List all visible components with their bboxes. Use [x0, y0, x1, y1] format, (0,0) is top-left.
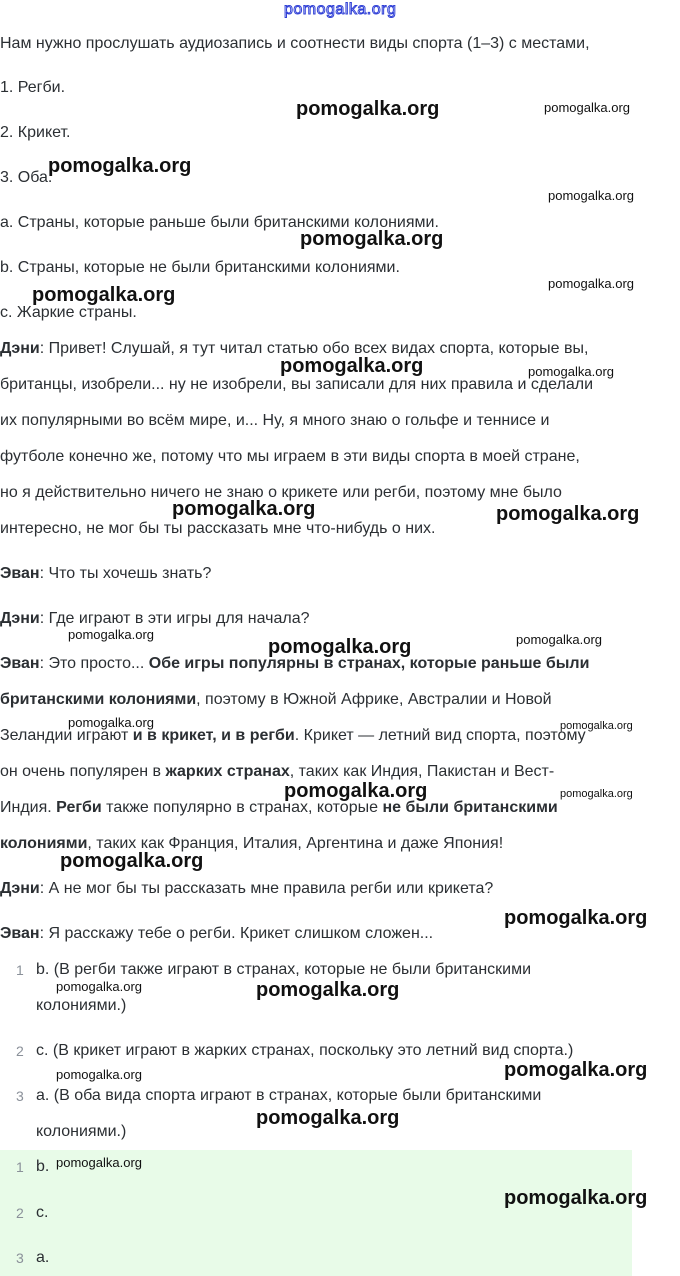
sport-item: 2. Крикет. [0, 124, 71, 141]
place-item: a. Страны, которые раньше были британскими колониями. [0, 214, 439, 231]
place-item: c. Жаркие страны. [0, 304, 137, 321]
watermark: pomogalka.org [516, 632, 602, 647]
speaker-name: Эван [0, 655, 40, 672]
watermark: pomogalka.org [560, 720, 633, 732]
speaker-name: Дэни [0, 340, 40, 357]
sport-item: 1. Регби. [0, 79, 66, 96]
watermark: pomogalka.org [32, 284, 176, 306]
watermark: pomogalka.org [256, 979, 400, 1001]
answer-text: a. (В оба вида спорта играют в странах, которые были британскими [36, 1087, 542, 1104]
watermark: pomogalka.org [268, 636, 412, 658]
dialogue-line: но я действительно ничего не знаю о крикете или регби, поэтому мне было [0, 484, 562, 501]
dialogue-line: Эван: Что ты хочешь знать? [0, 565, 212, 582]
speaker-name: Эван [0, 925, 40, 942]
answer-text: колониями.) [36, 997, 127, 1014]
answer-number: 1 [16, 1159, 24, 1175]
watermark: pomogalka.org [68, 715, 154, 730]
watermark: pomogalka.org [296, 98, 440, 120]
sport-item: 3. Оба. [0, 169, 53, 186]
watermark: pomogalka.org [56, 979, 142, 994]
watermark: pomogalka.org [48, 155, 192, 177]
answer-text: c. [36, 1204, 49, 1221]
dialogue-line: Зеландии играют и в крикет, и в регби. Крикет — летний вид спорта, поэтому [0, 727, 586, 744]
watermark: pomogalka.org [528, 364, 614, 379]
watermark: pomogalka.org [504, 1187, 648, 1209]
answer-number: 2 [16, 1043, 24, 1059]
answer-text: a. [36, 1249, 50, 1266]
answer-number: 3 [16, 1250, 24, 1266]
answer-number: 2 [16, 1205, 24, 1221]
dialogue-line: британскими колониями, поэтому в Южной Африке, Австралии и Новой [0, 691, 552, 708]
watermark: pomogalka.org [548, 276, 634, 291]
dialogue-line: Дэни: А не мог бы ты рассказать мне правила регби или крикета? [0, 880, 494, 897]
watermark: pomogalka.org [300, 228, 444, 250]
dialogue-line: он очень популярен в жарких странах, таких как Индия, Пакистан и Вест- [0, 763, 555, 780]
dialogue-line: Эван: Это просто... Обе игры популярны в странах, которые раньше были [0, 655, 590, 672]
watermark: pomogalka.org [60, 850, 204, 872]
watermark: pomogalka.org [496, 503, 640, 525]
watermark: pomogalka.org [68, 627, 154, 642]
speaker-name: Эван [0, 565, 40, 582]
dialogue-line: их популярными во всём мире, и... Ну, я много знаю о гольфе и теннисе и [0, 412, 550, 429]
dialogue-line: футболе конечно же, потому что мы играем в эти виды спорта в моей стране, [0, 448, 580, 465]
watermark: pomogalka.org [280, 355, 424, 377]
watermark: pomogalka.org [284, 780, 428, 802]
dialogue-line: Дэни: Где играют в эти игры для начала? [0, 610, 310, 627]
answer-number: 3 [16, 1088, 24, 1104]
watermark: pomogalka.org [56, 1067, 142, 1082]
watermark: pomogalka.org [172, 498, 316, 520]
watermark: pomogalka.org [504, 907, 648, 929]
answer-text: b. [36, 1158, 50, 1175]
place-item: b. Страны, которые не были британскими колониями. [0, 259, 400, 276]
watermark: pomogalka.org [504, 1059, 648, 1081]
answer-text: c. (В крикет играют в жарких странах, поскольку это летний вид спорта.) [36, 1042, 574, 1059]
watermark: pomogalka.org [560, 788, 633, 800]
task-intro: Нам нужно прослушать аудиозапись и соотнести виды спорта (1–3) с местами, [0, 35, 590, 52]
answer-number: 1 [16, 962, 24, 978]
dialogue-line: британцы, изобрели... ну не изобрели, вы записали для них правила и сделали [0, 376, 594, 393]
dialogue-line: Индия. Регби также популярно в странах, которые не были британскими [0, 799, 558, 816]
dialogue-line: Эван: Я расскажу тебе о регби. Крикет слишком сложен... [0, 925, 434, 942]
dialogue-line: Дэни: Привет! Слушай, я тут читал статью обо всех видах спорта, которые вы, [0, 340, 589, 357]
dialogue-line: колониями, таких как Франция, Италия, Аргентина и даже Япония! [0, 835, 504, 852]
speaker-name: Дэни [0, 610, 40, 627]
answer-text: b. (В регби также играют в странах, которые не были британскими [36, 961, 532, 978]
dialogue-line: интересно, не мог бы ты рассказать мне что-нибудь о них. [0, 520, 436, 537]
watermark: pomogalka.org [56, 1155, 142, 1170]
watermark: pomogalka.org [256, 1107, 400, 1129]
answer-text: колониями.) [36, 1123, 127, 1140]
watermark: pomogalka.org [548, 188, 634, 203]
site-logo[interactable]: pomogalka.org [284, 1, 397, 18]
watermark: pomogalka.org [544, 100, 630, 115]
speaker-name: Дэни [0, 880, 40, 897]
